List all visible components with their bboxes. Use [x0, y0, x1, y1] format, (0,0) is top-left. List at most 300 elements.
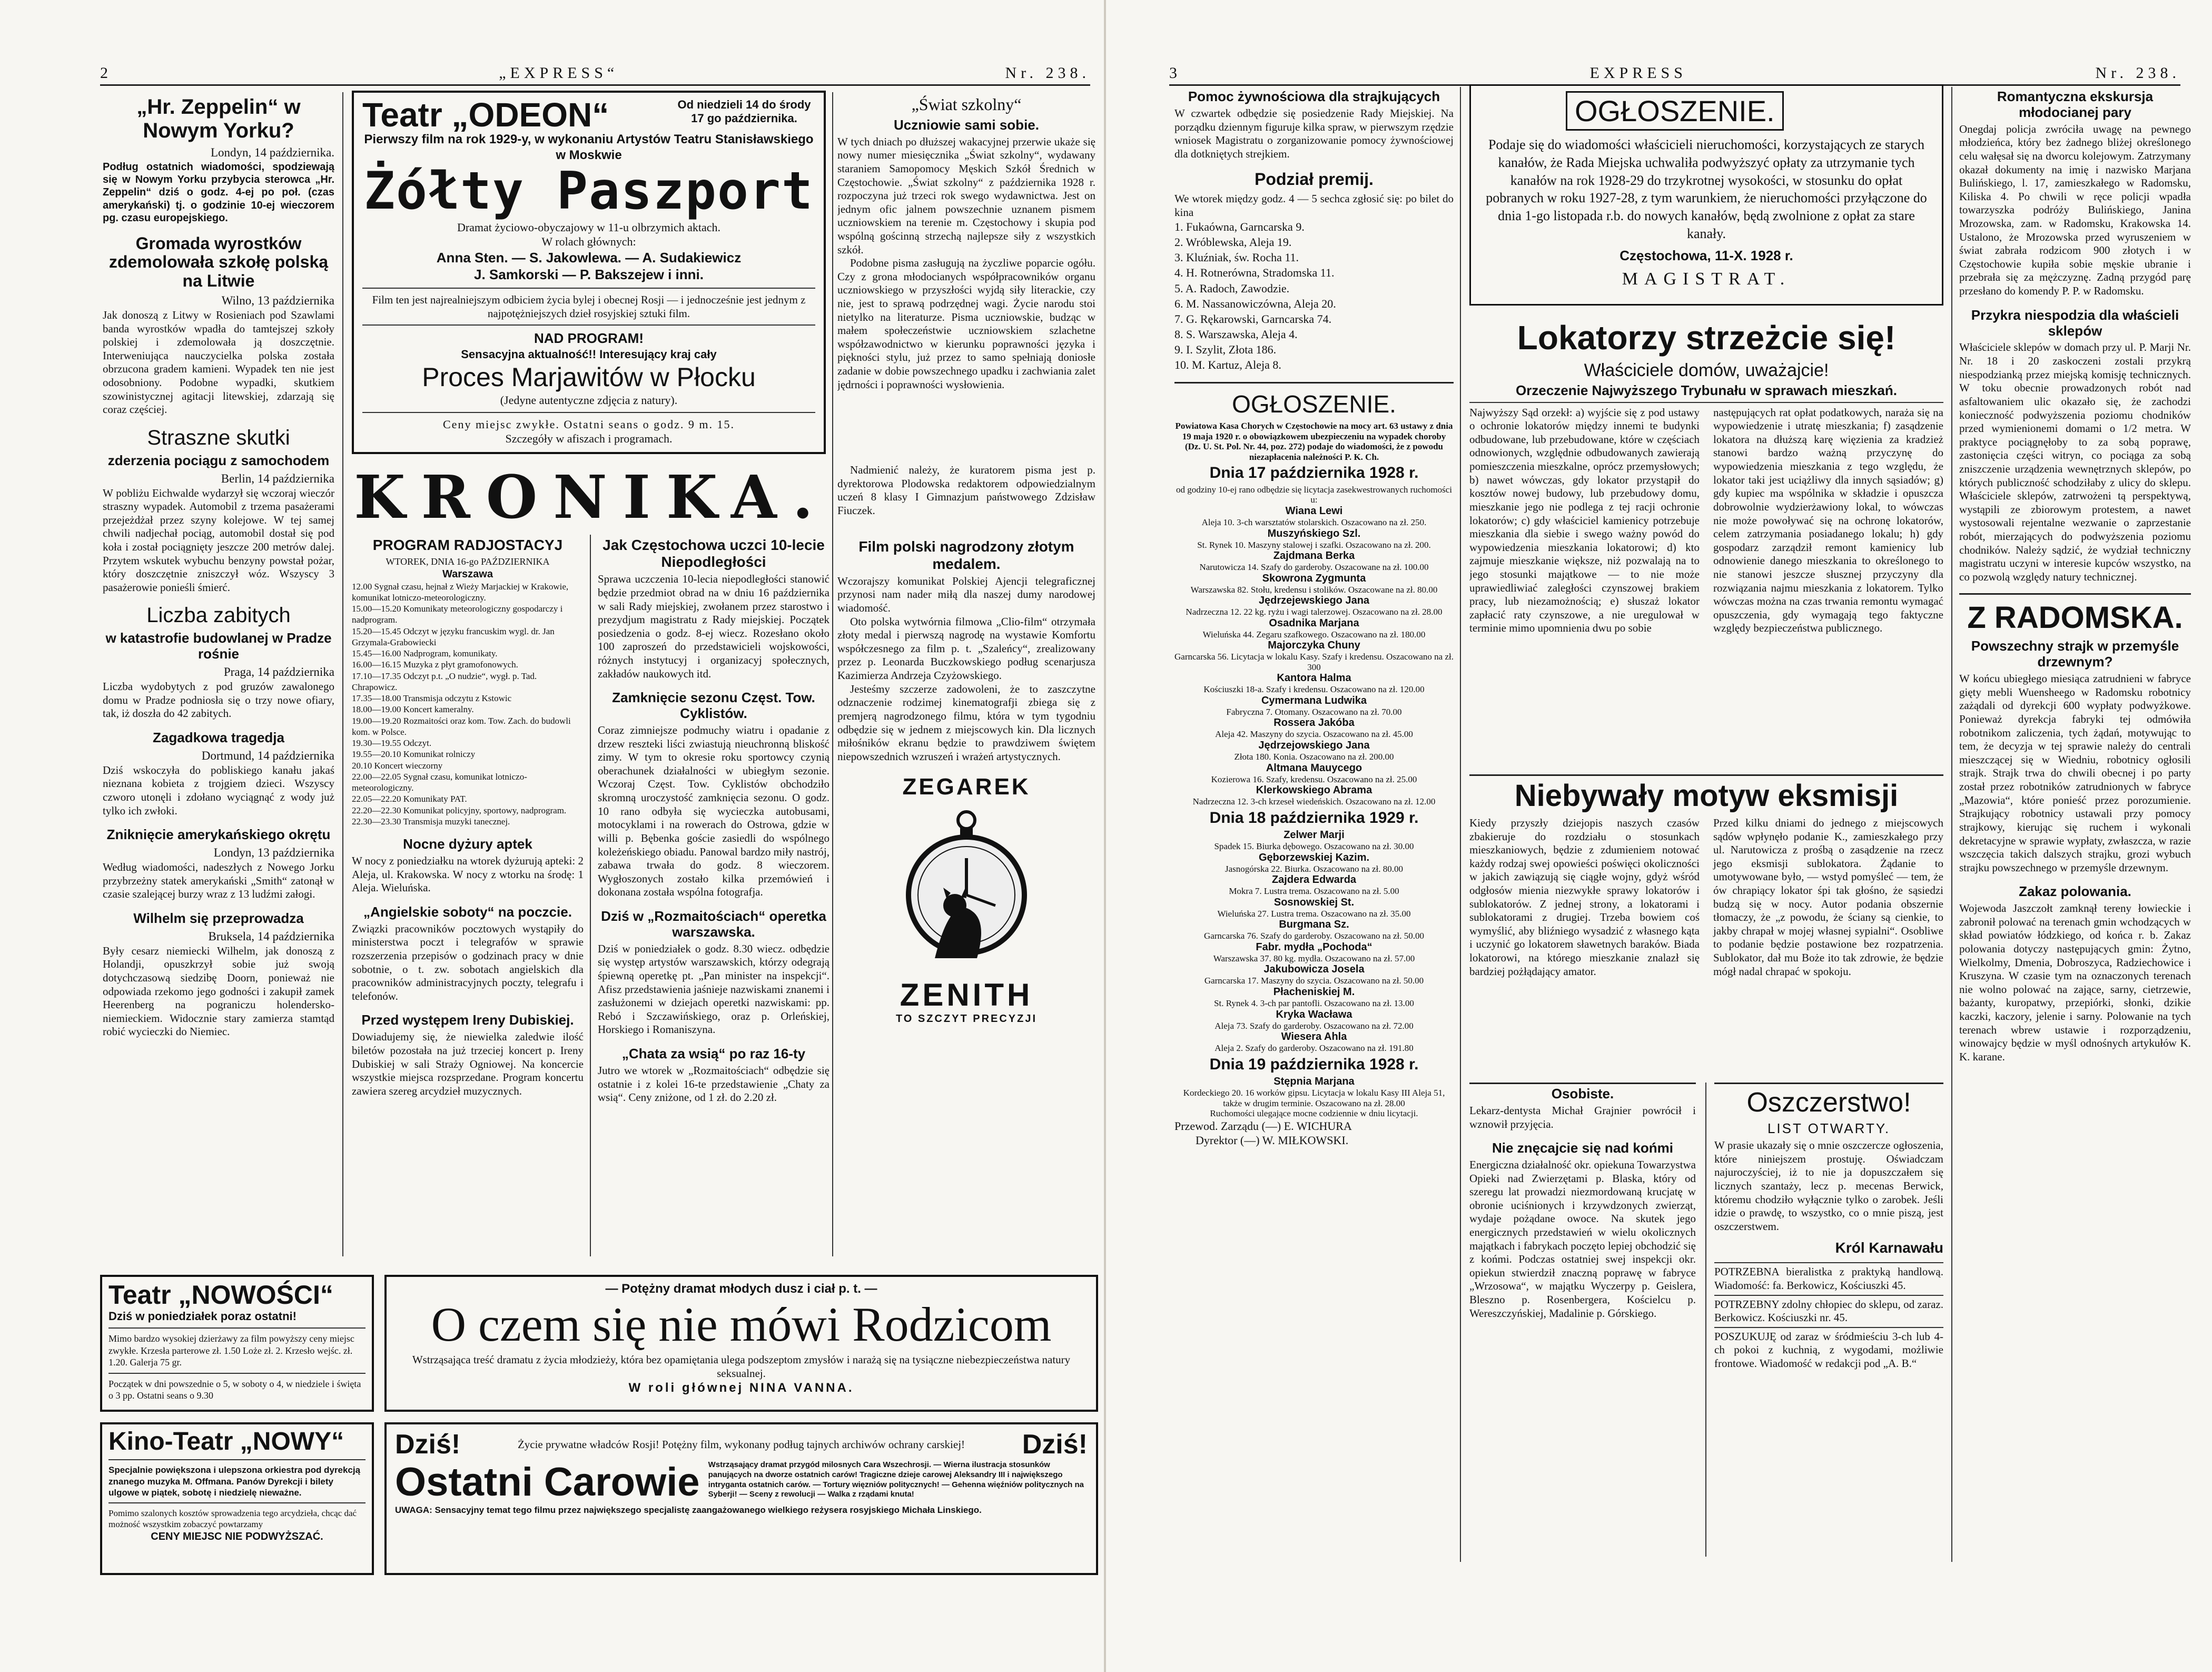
headline: Zagadkowa tragedja — [153, 729, 284, 745]
film-intro: Pierwszy film na rok 1929-y, w wykonaniu Artystów Teatru Stanisławskiego w Moskwie — [364, 132, 814, 162]
lot-entry — [1174, 829, 1454, 841]
lot-entry — [1174, 784, 1454, 796]
article-body: Jesteśmy szczerze zadowoleni, że to zaszczytne odznaczenie rodzimej kinematografji zbiega się z premjerą nagrodzonego filmu, która w tym tygodniu odbędzie się w jednem z miejscowych kin. Dla licznych miłośników ekranu będzie to prawdziwem świętem niepowszednich wzruszeń i wrażeń artystycznych. — [837, 682, 1095, 763]
article-body: Najwyższy Sąd orzekł: a) wyjście się z pod ustawy o ochronie lokatorów między innemi te budynki odbudowane, lub przebudowane, które w częściach odnowionych, względnie odbudowanych zawierają pomieszczenia mieszkalne, oprócz przemysłowych; b) nawet wówczas, gdy lokator przystąpił do kosztów nowej budowy, lub przebudowy domu, mieszkanie jego nie podlega z tej racji ochronie lokatorów; c) gdy właściciel kamienicy potrzebuje mieszkania dla siebie i swego ważny powód do wypowiedzenia mieszkania lokatorowi; d) kto zajmuje mieszkanie większe, niż pozwalają na to jego stosunki majątkowe — to nie może uprawiedliwiać zaległości czynszowej brakiem pracy, lub niezamożnością; e) słuszaż lokator zapłacić raty czynszowe, a nie uregulował w terminie mimo upomnienia dwu po sobie — [1469, 406, 1700, 635]
lot-name: Jakubowicza Josela — [1263, 963, 1365, 976]
article-body: Sprawa uczczenia 10-lecia niepodległości stanowić będzie przedmiot obrad na w dniu 16 października w sali Rady miejskiej, zwołanem przez starostwo i prezydjum magistratu z Rady miejskiej. Początek posiedzenia o godz. 8-ej wiecz. Rozesłano około 100 zaproszeń do przedstawicieli wojskowości, różnych instytucyj i organizacyj społecznych, zakładów naukowych itd. — [598, 573, 829, 680]
ad-note: Pomimo szalonych kosztów sprowadzenia tego arcydzieła, chcąc dać możność wszystkim zobaczyć powtarzamy — [108, 1508, 357, 1530]
notice-body: Podaje się do wiadomości właścicieli nieruchomości, korzystających ze starych kanałów, że Rada Miejska uchwaliła podwyższyć opłaty za utrzymanie tych kanałów na rok 1928-29 do trzykrotnej wysokości, w stosunku do opłat pobranych w roku 1927-28, z tym warunkiem, że nieruchomości przyłączone do dnia 1-go listopada r.b. do nowych kanałów, będą zwolnione z opłat za stare kanały. — [1486, 137, 1927, 241]
headline: Jak Częstochowa uczci 10-lecie Niepodległości — [603, 537, 825, 571]
column-swiat-top — [837, 92, 1095, 461]
carowie-header — [395, 1429, 1088, 1460]
article-okret — [103, 827, 334, 901]
subheadline: Orzeczenie Najwyższego Trybunału w sprawach mieszkań. — [1469, 383, 1943, 403]
nowosci-ad — [100, 1275, 374, 1412]
lot-name: Jędrzejewskiego Jana — [1258, 595, 1370, 607]
lot-entry — [1174, 986, 1454, 998]
article-body: Dziś w poniedziałek o godz. 8.30 wiecz. odbędzie się występ artystów warszawskich, którzy odegrają śpiewną operetkę pt. „Pan minister na inspekcji“. Afisz przedstawienia jaśnieje nazwiskami znanemi i zasłużonemi w dziejach operetki nazwiskami: pp. Rebó i Szczawińskiego, oraz p. Orleńskiej, Horskiego i Romaniszyna. — [598, 942, 829, 1036]
newsreel-title: Proces Marjawitów w Płocku — [422, 362, 756, 392]
prize-winner: 4. H. Rotnerówna, Stradomska 11. — [1174, 266, 1335, 280]
lot-name: Sosnowskiej St. — [1273, 896, 1355, 908]
article-body: Wczorajszy komunikat Polskiej Ajencji telegraficznej przynosi nam nader miłą dla naszej dumy narodowej wiadomość. — [837, 574, 1095, 615]
cast-line: J. Samkorski — P. Bakszejew i inni. — [474, 267, 704, 283]
divider — [108, 1459, 366, 1460]
article-litwa — [103, 234, 334, 417]
page-number: 2 — [100, 64, 112, 82]
headline: Zakaz polowania. — [2019, 883, 2131, 900]
headline: Lokatorzy strzeżcie się! — [1517, 319, 1896, 357]
classified-ad: POTRZEBNY zdolny chłopiec do sklepu, od zaraz. Berkowicz. Kościuszki nr. 45. — [1714, 1295, 1943, 1327]
article-konie — [1469, 1140, 1696, 1320]
column-rule — [590, 535, 591, 1256]
article-body: W pobliżu Eichwalde wydarzył się wczoraj wieczór straszny wypadek. Automobil z trzema pasażerami przejeżdżał przez szyny kolejowe. W tej samej chwili nadjechał pociąg, automobil dostał się pod koła i został pociągnięty jeszcze 200 metrów dalej. Przytem wskutek wybuchu benzyny powstał pożar, który doszczętnie zniszczył wóz. Wszyscy 3 pasażerowie ponieśli śmierć. — [103, 486, 334, 594]
prize-winner: 2. Wróblewska, Aleja 19. — [1174, 235, 1292, 249]
lot-detail: Mokra 7. Lustra trema. Oszacowano na zł. 5.00 — [1229, 886, 1399, 897]
lot-name: Płacheniskiej M. — [1273, 986, 1355, 998]
radio-line: 17.35—18.00 Transmisja odczytu z Kstowic — [352, 693, 512, 704]
nowy-ad — [100, 1422, 374, 1575]
lot-name: Skowrona Zygmunta — [1262, 572, 1366, 584]
article-body: Podług ostatnich wiadomości, spodziewają się w Nowym Yorku przybycia sterowca „Hr. Zeppelin“ dziś o godz. 4-ej po poł. (czas amerykański) tj. o godzinie 10-ej wieczorem pg. czasu europejskiego. — [103, 161, 334, 224]
lot-entry — [1174, 1009, 1454, 1021]
film-description: Film ten jest najrealniejszym odbiciem życia bylej i obecnej Rosji — i jednocześnie jest jednym z najpotężniejszych dzieł rosyjskiej sztuki film. — [372, 293, 806, 320]
price-info: Ceny miejsc zwykłe. Ostatni seans o godz. 9 m. 15. — [443, 417, 735, 431]
divider — [362, 324, 815, 326]
prize-list — [1174, 219, 1454, 372]
lot-name: Rossera Jakóba — [1273, 717, 1355, 729]
lot-entry — [1174, 874, 1454, 886]
subheadline: Powszechny strajk w przemyśle drzewnym? — [1971, 638, 2179, 670]
article-body: Dowiadujemy się, że niewielka zaledwie ilość biletów pozostała na już trzeciej koncert p. Ireny Dubiskiej w sali Straży Ogniowej. Na koncercie wszystkie miejsca rozsprzedane. Program koncertu zawiera szereg arcydzieł muzycznych. — [352, 1030, 584, 1097]
headline: Wilhelm się przeprowadza — [133, 910, 304, 926]
lot-name: Wiesera Ahla — [1281, 1031, 1347, 1043]
radio-line: 22.00—22.05 Sygnał czasu, komunikat lotniczo-meteorologiczny. — [352, 771, 527, 793]
lot-entry — [1174, 740, 1454, 752]
kasa-chorych-notice — [1174, 382, 1454, 1148]
headline: Niebywały motyw eksmisji — [1514, 779, 1899, 813]
article-body: Podobne pisma zasługują na życzliwe poparcie ogółu. Czy z grona młodocianych współpracowników organu uczniowskiego w przyszłości wyjdą siły literackie, czy nie, jest to sprawą podrzędnej wagi. Życie narodu stoi nietylko na literaturze. Pisma uczniowskie, budząc w małem społeczeństwie uczniowskiem szlachetne współzawodnictwo w kierunku poprawności języka i piękności stylu, już przez to samo spełniają doniosłe zadanie w dobie powszechnego upadku i zachwiania zalet jędrności i poprawności wysłowienia. — [837, 257, 1095, 391]
divider — [108, 1502, 366, 1503]
lot-detail: St. Rynek 4. 3-ch par pantofli. Oszacowano na zł. 13.00 — [1214, 998, 1414, 1008]
lot-detail: Spadek 15. Biurka dębowego. Oszacowano na zł. 30.00 — [1214, 841, 1414, 852]
auction-note: od godziny 10-ej rano odbędzie się licytacja zasekwestrowanych ruchomości u: — [1176, 484, 1452, 505]
ad-announcement: Dziś w poniedziałek poraz ostatni! — [108, 1309, 297, 1323]
article-body: Według wiadomości, nadeszłych z Nowego Jorku przybrzeżny statek amerykański „Smith“ zatonął w czasie szalejącej burzy wraz z 13 ludźmi załogi. — [103, 861, 334, 901]
signature-chairman: Przewod. Zarządu (—) E. WICHURA — [1174, 1119, 1352, 1133]
lot-name: Muszyńskiego Szl. — [1267, 527, 1361, 539]
lot-detail: Aleja 73. Szafy do garderoby. Oszacowano na zł. 72.00 — [1214, 1020, 1414, 1031]
classified-ad: POSZUKUJĘ od zaraz w śródmieściu 3-ch lub 4-ch pokoi z kuchnią, z wygodami, możliwie frontowe. Wiadomość w redakcji pod „A. B.“ — [1714, 1327, 1943, 1373]
prize-winner: 5. A. Radoch, Zawodzie. — [1174, 281, 1290, 295]
details-info: Szczegóły w afiszach i programach. — [505, 432, 673, 446]
prize-winner: 9. I. Szylit, Złota 186. — [1174, 342, 1277, 356]
lot-entry — [1174, 505, 1454, 517]
film-genre: Dramat życiowo-obyczajowy w 11-u olbrzymich aktach. — [457, 220, 721, 234]
lot-entry — [1174, 672, 1454, 684]
headline: Zamknięcie sezonu Częst. Tow. Cyklistów. — [612, 690, 815, 722]
article-dyzury — [352, 837, 584, 895]
film-title: O czem się nie mówi Rodzicom — [431, 1297, 1052, 1351]
zenith-ad — [837, 774, 1095, 1025]
subheadline: w katastrofie budowlanej w Pradze rośnie — [105, 630, 332, 662]
dateline: Praga, 14 października — [223, 665, 334, 679]
article-body: Energiczna działalność okr. opiekuna Towarzystwa Opieki nad Zwierzętami p. Blaska, który od szeregu lat prowadzi niezmordowaną krucjatę w obronie uciśnionych i krzywdzonych zwierząt, wydaje pożądane owoce. Na skutek jego energicznych przedstawień w wielu okolicznych majątkach i fabrykach poczęto lepiej obchodzić się z końmi. Podczas ostatniej swej inspekcji okr. opiekun stwierdził znaczną poprawę w fabryce „Wrzosowa“, w majątku Wyczerpy p. Geislera, Bleszno p. Rosenbergera, Kościelcu p. Wereszczyńskiej, Madalinie p. Górskiego. — [1469, 1158, 1696, 1320]
ad-title: ZEGAREK — [902, 774, 1031, 800]
lot-name: Kryka Wacława — [1276, 1008, 1352, 1020]
lot-name: Burgmana Sz. — [1279, 919, 1349, 931]
headline: Podział premij. — [1255, 170, 1374, 189]
column-rule — [832, 92, 833, 1256]
page-header-left — [100, 57, 1090, 86]
notice-date: Częstochowa, 11-X. 1928 r. — [1619, 247, 1793, 263]
article-body: Właściciele sklepów w domach przy ul. P. Marji Nr. Nr. 18 i 20 zaskoczeni zostali przykrą niespodzianką przez miejską komisję technicznych. W toku obecnie prowadzonych robót nad asfaltowaniem ulic okazało się, że zachodzi konieczność podwyższenia poziomu chodników przed wymienionemi domami o 1/2 metra. W praktyce pociągnęłoby to za sobą poprawę, zastonięcia części witryn, co pociąga za sobą zniszczenie urządzenia wewnętrznych sklepów, po których publiczność schodziłaby z ulicy do sklepu. Właściciele sklepów, zatrwożeni tą perspektywą, wystąpili ze zbiorowym protestem, a nawet wystosowali rejentalne wezwanie o zaprzestanie robót, mierzających do podwyższenia poziomu chodników. Należy sądzić, że wydział techniczny magistratu uczyni w interesie kupców wszystko, na co pozwolą względy natury technicznej. — [1959, 341, 2191, 583]
radio-schedule — [352, 581, 584, 828]
headline: Pomoc żywnościowa dla strajkujących — [1188, 88, 1440, 104]
headline: Przed występem Ireny Dubiskiej. — [361, 1012, 574, 1028]
auction-day: Dnia 19 października 1928 r. — [1209, 1055, 1419, 1073]
ad-today-left: Dziś! — [395, 1429, 461, 1460]
radio-city: Warszawa — [442, 568, 493, 580]
pocket-watch-icon — [887, 800, 1045, 974]
article-rozmaitosci — [598, 909, 829, 1037]
lot-detail: Aleja 2. Szafy do garderoby. Oszacowano na zł. 191.80 — [1214, 1043, 1414, 1054]
headline: Osobiste. — [1551, 1086, 1614, 1101]
headline: Romantyczna ekskursja młodocianej pary — [1997, 88, 2154, 120]
headline: „Chata za wsią“ po raz 16-ty — [621, 1046, 806, 1061]
column-3 — [352, 535, 584, 1256]
article-body: Przed kilku dniami do jednego z miejscowych sądów wpłynęło podanie K., zamieszkałego przy ul. Narutowicza z prośbą o zasądzenie na rzecz jego eksmisji sublokatora. Żądanie to umotywowane było, — wstyd pomyśleć — tem, że ów chrapiący lokator śpi tak głośno, że sąsiedzi budzą się w nocy. Autor podania obszernie tłomaczy, że „z powodu, że ściany są cienkie, to jakby chrapał w mojej własnej sypialni“. Osobliwe to podanie będzie postawione bez rozpatrzenia. Sublokator, dał mu Boże ito tak zdrowie, że będzie mógł nadal chrapać w spokoju. — [1713, 816, 1943, 978]
lot-detail: Nadrzeczna 12. 3-ch krzeseł wiedeńskich. Oszacowano na zł. 12.00 — [1192, 796, 1436, 807]
article-body: Były cesarz niemiecki Wilhelm, jak donoszą z Holandji, opuszkrzył sobie już swoją dotychczasową siedzibę Doorn, ponieważ nie odpowiada rzekomo jego godności i zakupił zamek Heerenberg na pograniczu holendersko-niemieckiem. Widocznie stary zamierza stamtąd robić wycieczki do Niemiec. — [103, 944, 334, 1038]
divider — [362, 412, 815, 413]
lot-detail: Nadrzeczna 12. 22 kg. ryżu i wagi talerzowej. Oszacowano na zł. 28.00 — [1186, 607, 1443, 617]
lot-detail: Warszawska 82. Stołu, kredensu i stolików. Oszacowane na zł. 80.00 — [1190, 584, 1438, 595]
magistrat-notice — [1469, 84, 1943, 306]
headline: „Angielskie soboty“ na poczcie. — [363, 903, 572, 920]
radio-line: 19.00—19.20 Rozmaitości oraz kom. Tow. Zach. do budowli kom. w Polsce. — [352, 715, 571, 737]
subheadline: Właściciele domów, uważajcie! — [1584, 360, 1829, 380]
lot-entry — [1174, 528, 1454, 540]
column-c — [1469, 1083, 1696, 1558]
article-dubiska — [352, 1012, 584, 1098]
lot-entry — [1174, 717, 1454, 729]
cast-line: Anna Sten. — S. Jakowlewa. — A. Sudakiewicz — [436, 249, 742, 265]
headline: „Świat szkolny“ — [911, 95, 1022, 114]
lot-name: Cymermana Ludwika — [1261, 694, 1367, 706]
dateline: Londyn, 14 października. — [210, 145, 334, 159]
subheadline: Uczniowie sami sobie. — [894, 116, 1039, 133]
lot-detail: Aleja 42. Maszyny do szycia. Oszacowano na zł. 45.00 — [1215, 729, 1413, 740]
column-e — [1959, 87, 2191, 1562]
prize-winner: 7. G. Rękarowski, Garncarska 74. — [1174, 312, 1332, 326]
radio-line: 19.30—19.55 Odczyt. — [352, 738, 432, 749]
lot-entry — [1174, 617, 1454, 630]
section-title: Z RADOMSKA. — [1967, 601, 2183, 635]
article-body: Liczba wydobytych z pod gruzów zawalonego domu w Pradze podniosła się o trzy nowe ofiary, tak, iż doszła do 42 zabitych. — [103, 680, 334, 720]
extra-program: NAD PROGRAM! — [534, 330, 644, 347]
dateline: Dortmund, 14 października — [201, 749, 334, 762]
article-osobiste — [1469, 1086, 1696, 1131]
article-niebywaly — [1469, 774, 1943, 1071]
article-body: Kiedy przyszły dziejopis naszych czasów zbakieruje do rozdziału o stosunkach mieszkaniowych, będzie z zdumieniem notować każdy rodzaj swej opowieści poświęci okoliczności w jakich zawiązują się ciągłe wojny, gdyż wśród odgłosów mienia niezwykłe sprawy lokatorów i sublokatorów. Z jednej strony, a lokatorami i sublokatorami z drugiej. Trzeba bowiem coś wymyślić, aby bliźniego wysadzić z własnego kąta i uczynić go lokatorem sławetnych baraków. Biada lokatorowi, na którego mieszkanie znalazł się bardziej pożłądający amator. — [1469, 816, 1700, 978]
lot-detail: Kościuszki 18-a. Szafy i kredensu. Oszacowano na zł. 120.00 — [1203, 684, 1425, 695]
article-niepodleglosc — [598, 537, 829, 681]
page-header-right — [1169, 57, 2180, 86]
lot-entry — [1174, 852, 1454, 864]
auction-day: Dnia 17 października 1928 r. — [1209, 464, 1419, 482]
lot-name: Osadnika Marjana — [1269, 617, 1359, 629]
lot-entry — [1174, 573, 1454, 585]
auction-lots — [1174, 505, 1454, 807]
rodzicom-ad — [384, 1275, 1098, 1412]
column-rule — [1460, 87, 1461, 1562]
notice-intro: Powiatowa Kasa Chorych w Częstochowie na mocy art. 63 ustawy z dnia 19 maja 1920 r. o obowiązkowem ubezpieczeniu na wypadek choroby (Dz. U. St. Pol. Nr. 44, poz. 272) podaje do wiadomości, że z powodu niezapłacenia należności P. K. Ch. — [1175, 421, 1453, 462]
article-body: Związki pracowników pocztowych wystąpiły do ministerstwa poczt i telegrafów w sprawie rozszerzenia przepisów o godzinach pracy w dnie sobotnie, o t. zw. sobotach angielskich dla pracowników administracyjnych poczty, telegrafu i telefonów. — [352, 922, 584, 1002]
lot-entry — [1174, 595, 1454, 607]
article-polowania — [1959, 884, 2191, 1064]
film-description: Wstrząsający dramat przygód milosnych Cara Wszechrosji. — Wierna ilustracja stosunków panujących na dworze ostatnich carów! Tragiczne dzieje carowej Aleksandry III i największego intryganta ostatnich carów. — Tortury więzniów politycznych! — Gehenna więźniów politycznych na Syberji! — Sceny z rewolucji — Walka z rządami knuta! — [708, 1460, 1084, 1499]
radio-line: 18.00—19.00 Koncert kameralny. — [352, 704, 474, 715]
headline: PROGRAM RADJOSTACYJ — [372, 537, 563, 553]
headline: Nie znęcajcie się nad końmi — [1492, 1140, 1673, 1156]
lot-name: Zajdmana Berka — [1273, 550, 1355, 562]
radio-line: 19.55—20.10 Komunikat rolniczy — [352, 749, 476, 760]
notice-signature: MAGISTRAT. — [1622, 269, 1791, 289]
article-sklepow — [1959, 308, 2191, 584]
article-tragedja — [103, 730, 334, 818]
film-title: Żółty Paszport — [363, 161, 814, 221]
dateline: Berlin, 14 października — [221, 471, 334, 485]
lot-detail: Wieluńska 44. Zegaru szafkowego. Oszacowano na zł. 180.00 — [1202, 629, 1426, 640]
lot-entry — [1174, 897, 1454, 909]
page-number: 3 — [1169, 64, 1181, 82]
lot-detail: Narutowicza 14. Szafy do garderoby. Oszacowane na zł. 100.00 — [1199, 562, 1429, 573]
article-body: następujących rat opłat podatkowych, naraża się na wypowiedzenie i utratę mieszkania; f) zasądzenie lokatora na dłuższą karę więzienia za kradzież stanowi bardzo ważną przyczynę do wypowiedzenia mieszkania z tego względu, że lokator taki jest uciążliwy dla innych sąsiadów; g) gdy kupiec ma wspólnika w składzie i opuszcza dobrowolnie wydzierżawiony lokal, to wówczas nie może powoływać się na ochronę lokatorów, celem zatrzymania posiadanego lokalu; h) gdy gospodarz zarządził remont kamienicy lub odnowienie danego mieszkania to określonego to nie stanowi jeszcze słusznej przyczyny dla rozwiązania najmu mieszkania z lokatorem. Tylko wówczas można na czas trwania remontu wymagać opuszczenia, gdy wymagają tego faktyczne względy bezpieczeństwa publicznego. — [1713, 406, 1943, 635]
subheadline: zderzenia pociągu z samochodem — [107, 452, 330, 468]
article-body: Nadmienić należy, że kuratorem pisma jest p. dyrektorowa Plodowska redaktorem odpowiedzialnym uczeń 8 klasy I Gimnazjum państwowego Zdzisław Fiuczek. — [837, 464, 1095, 517]
lokatorzy-columns — [1469, 406, 1943, 635]
divider — [362, 288, 815, 289]
ad-tagline: TO SZCZYT PRECYZJI — [895, 1013, 1038, 1025]
subheadline: LIST OTWARTY. — [1767, 1120, 1891, 1137]
article-pomoc — [1174, 89, 1454, 161]
article-intro: We wtorek między godz. 4 — 5 sechca zgłosić się: po bilet do kina — [1174, 192, 1454, 219]
cinema-name: Kino-Teatr „NOWY“ — [108, 1428, 344, 1455]
ad-note: UWAGA: Sensacyjny temat tego filmu przez największego specjalistę zaangażowanego wielkiego reżysera rosyjskiego Michała Linskiego. — [395, 1504, 982, 1515]
article-body: W tych dniach po dłuższej wakacyjnej przerwie ukaże się nowy numer miesięcznika „Świat szkolny“, wydawany staraniem Samopomocy Męskich Szkół Średnich w Częstochowie. „Świat szkolny“ z października 1928 r. rozpoczyna już trzeci rok swego wydawnictwa. Jest on jednym ofic jalnem powszechnie uznanem pismem uczniowskiem na terenie m. Częstochowy i skupia pod wspólną gościnną strzechą najlepsze siły z wszystkich szkół. — [837, 135, 1095, 256]
article-zabitych — [103, 604, 334, 720]
column-rule — [342, 92, 343, 1256]
issue-number: Nr. 238. — [1005, 64, 1090, 82]
ad-body: Specjalnie powiększona i ulepszona orkiestra pod dyrekcją znanego muzyka M. Offmana. Panów Dyrekcji i bilety ulgowe w piątek, sobotę i niedzielę nieważne. — [108, 1465, 361, 1498]
theatre-name: Teatr „NOWOŚCI“ — [108, 1280, 333, 1310]
article-skutki — [103, 426, 334, 595]
column-rule — [1951, 87, 1952, 1562]
price-info: Mimo bardzo wysokiej dzierżawy za film powyższy ceny miejsc zwykłe. Krzesła parterowe zł. 1.50 Loże zł. 2. Krzesło wejśc. zł. 1.20. Galerja 75 gr. — [108, 1333, 354, 1368]
radio-line: 22.05—22.20 Komunikaty PAT. — [352, 794, 467, 804]
divider — [108, 1327, 366, 1329]
lot-name: Klerkowskiego Abrama — [1256, 784, 1372, 796]
section-title-kronika: KRONIKA. — [354, 463, 829, 532]
headline: Straszne skutki — [147, 426, 290, 449]
article-premie — [1174, 170, 1454, 372]
lot-name: Kantora Halma — [1277, 672, 1351, 684]
article-body: Dziś wskoczyła do pobliskiego kanału jakaś nieznana kobieta z trojgiem dzieci. Wszyscy czworo utonęli i zdołano wyciągnąć z wody już tylko ich zwłoki. — [103, 763, 334, 817]
lot-name: Jędrzejowskiego Jana — [1258, 740, 1370, 751]
lot-detail: Kozierowa 16. Szafy, kredensu. Oszacowano na zł. 25.00 — [1211, 774, 1417, 784]
article-body: Lekarz-dentysta Michał Grajnier powrócił i wznowił przyjęcia. — [1469, 1104, 1696, 1130]
film-title: Ostatni Carowie — [395, 1460, 700, 1504]
notice-title: OGŁOSZENIE. — [1566, 91, 1784, 131]
lot-detail: St. Rynek 10. Maszyny stalowej i szafki. Oszacowano na zł. 200. — [1197, 539, 1431, 550]
lot-name: Stępnia Marjana — [1273, 1076, 1355, 1088]
lot-detail: Warszawska 37. 80 kg. mydła. Oszacowano na zł. 57.00 — [1213, 953, 1415, 963]
column-a — [1174, 87, 1454, 1509]
article-body: Jak donoszą z Litwy w Rosieniach pod Szawlami banda wyrostków wpadła do tamtejszej szkoły polskiej i zdemolowała ją doszczętnie. Interweniująca nauczycielka polska została obrzucona gradem kamieni. Wypadek ten nie jest odosobniony. Podobne wypadki, skutkiem szowinistycznej agitacji litewskiej, zdarzają się coraz częściej. — [103, 309, 334, 416]
lot-entry — [1174, 640, 1454, 652]
article-body: Jutro we wtorek w „Rozmaitościach“ odbędzie się ostatnie i z kolei 16-te przedstawienie „Chaty za wsią“. Ceny zniżone, od 1 zł. do 2.20 zł. — [598, 1064, 829, 1104]
ad-brand: ZENITH — [900, 977, 1033, 1013]
right-page — [1106, 0, 2212, 1672]
radio-program — [352, 537, 584, 827]
ad-tagline: Życie prywatne władców Rosji! Potężny film, wykonany podług tajnych archiwów ochrany carskiej! — [517, 1438, 965, 1451]
lot-entry — [1174, 1031, 1454, 1043]
lot-entry — [1174, 941, 1454, 953]
article-body: W nocy z poniedziałku na wtorek dyżurują apteki: 2 Aleja, ul. Krakowska. W nocy z wtorku na środę: 1 Aleja. Wieluńska. — [352, 854, 584, 894]
lot-name: Fabr. mydła „Pochoda“ — [1256, 941, 1372, 953]
prize-winner: 6. M. Nassanowiczówna, Aleja 20. — [1174, 297, 1336, 310]
masthead: EXPRESS — [1589, 64, 1687, 82]
ad-tagline: — Potężny dramat młodych dusz i ciał p. t. — — [605, 1282, 877, 1296]
article-sezon — [598, 690, 829, 899]
lot-detail: Garncarska 76. Szafy do garderoby. Oszacowano na zł. 50.00 — [1203, 931, 1425, 941]
article-soboty — [352, 904, 584, 1004]
article-body: Coraz zimniejsze podmuchy wiatru i opadanie z drzew reszteki liści zwiastują nieuchronną bliskość zimy. W tym to okresie roku sportowcy czynią oberachunek działalności w ubiegłym sezonie. Wczoraj Częst. Tow. Cyklistów obchodziło skromną uroczystość zamknięcia sezonu. O godz. 10 rano odbyła się wycieczka autobusami, motocyklami i na rowerach do Ostrowa, gdzie w willi p. Bębenka goście zasiedli do wspólnego koleżeńskiego obiadu. Panowal bardzo miły nastrój, zabawa trwała do godz. 8 wieczorem. Wygłoszonych zostało kilka przemówień i dokonana została wspólna fotografja. — [598, 724, 829, 899]
signature-director: Dyrektor (—) W. MIŁKOWSKI. — [1196, 1134, 1349, 1147]
article-body: W prasie ukazały się o mnie oszczercze ogłoszenia, które niniejszem prostuję. Oświadczam najuroczyściej, iż to nie ja dopuszczałem się licznych szantaży, lecz p. mecenas Berwick, któremu chodziło wyłącznie tylko o zarobek. Jeśli idzie o prawdę, to wszystko, co o mnie piszą, jest oszczerstwem. — [1714, 1139, 1943, 1233]
headline: Film polski nagrodzony złotym medalem. — [858, 538, 1074, 572]
price-info: CENY MIEJSC NIE PODWYŻSZAĆ. — [151, 1530, 323, 1542]
headline: Dziś w „Rozmaitościach“ operetka warszawska. — [601, 908, 826, 940]
headline: Zniknięcie amerykańskiego okrętu — [106, 827, 331, 843]
radio-line: 22.20—22.30 Komunikat policyjny, sportowy, nadprogram. — [352, 805, 567, 815]
prize-winner: 8. S. Warszawska, Aleja 4. — [1174, 327, 1298, 341]
radio-line: 15.45—16.00 Nadprogram, komunikaty. — [352, 648, 498, 659]
film-description: Wstrząsająca treść dramatu z życia młodzieży, która bez opamiętania ulega podszeptom zmysłów i narażą się na tysiączne niebezpieczeństwa natury seksualnej. — [412, 1353, 1071, 1380]
classified-ads — [1714, 1262, 1943, 1372]
lot-detail: Jasnogórska 22. Biurka. Oszacowano na zł. 80.00 — [1224, 863, 1404, 874]
column-rule — [1705, 1083, 1706, 1557]
dateline: Londyn, 13 października — [213, 846, 334, 860]
odeon-header — [362, 98, 815, 132]
dateline: Bruksela, 14 października — [208, 929, 334, 943]
notice-note: Ruchomości ulegające mocne codziennie w dniu licytacji. — [1210, 1108, 1418, 1119]
lot-detail: Aleja 10. 3-ch warsztatów stolarskich. Oszacowano na zł. 250. — [1201, 517, 1427, 527]
screening-dates: Od niedzieli 14 do środy 17 go października. — [677, 98, 811, 125]
article-film-polski — [837, 538, 1095, 763]
lot-entry — [1174, 919, 1454, 931]
lot-name: Zajdera Edwarda — [1271, 874, 1357, 886]
prize-winner: 1. Fukaówna, Garncarska 9. — [1174, 220, 1305, 234]
article-chata — [598, 1046, 829, 1105]
column-1 — [103, 92, 334, 1256]
headline: Liczba zabitych — [146, 604, 291, 627]
radio-line: 22.30—23.30 Transmisja muzyki tanecznej. — [352, 816, 510, 827]
column-d — [1714, 1083, 1943, 1558]
article-body: W czwartek odbędzie się posiedzenie Rady Miejskiej. Na porządku dziennym figuruje kilka spraw, w pierwszym rzędzie wniosek Magistratu o zorganizowanie pomocy żywnościowej dla dotkniętych strejkiem. — [1174, 106, 1454, 160]
prize-winner: 3. Kluźniak, św. Rocha 11. — [1174, 251, 1299, 264]
radio-line: 17.10—17.35 Odczyt p.t. „O nudzie“, wygł. p. Tad. Chrapowicz. — [352, 671, 537, 692]
radio-line: 15.00—15.20 Komunikaty meteorologiczny gospodarczy i nadprogram. — [352, 604, 563, 625]
radio-day: WTOREK, DNIA 16-go PAŹDZIERNIKA — [386, 556, 550, 567]
lot-name: Wiana Lewi — [1285, 505, 1343, 517]
headline: Przykra niespodzia dla właścieli sklepów — [1971, 307, 2179, 339]
lot-detail: Fabryczna 7. Otomany. Oszacowano na zł. 70.00 — [1226, 706, 1402, 717]
article-body: Wojewoda Jaszczołt zamknął tereny łowieckie i zabronił polować na terenach gmin wchodzących w skład powiatów łódzkiego, od końca r. b. Zakaz polowania dotyczy następujących gmin: Żytno, Wielkolmy, Dmenia, Dobroszyca, Radziechowice i Kruszyna. W czasie tym na oznaczonych terenach nie wolno polować na zające, sarny, cietrzewie, bażanty, kuropatwy, przepiórki, słonki, dzikie kaczki, kaczory, jelenie i sarny. Polowanie na tych terenach wbrew ustawie i rozporządzeniu, winowajcy będzie w myśl odnośnych artykułów K. K. karane. — [1959, 902, 2191, 1063]
theatre-name: Teatr „ODEON“ — [362, 96, 609, 134]
hours-info: Początek w dni powszednie o 5, w soboty o 4, w niedziele i święta o 3 pp. Ostatni seans o 9.30 — [108, 1378, 361, 1401]
column-4 — [598, 535, 829, 1256]
article-body: Onegdaj policja zwróciła uwagę na pewnego młodzieńca, który bez żadnego bliżej określonego celu wałęsał się na dworcu kolejowym. Zatrzymany okazał dokumenty na imię i nazwisko Marjana Bulińskiego, l. 17, zamieszkałego w Radomsku, Kiliska 4. Po chwili w ręce policji wpadła towarzyszka podróży Bulińskiego, Janina Mrozowska, zam. w Radomsku, Krakowska 14. Ustalono, że Mrozowska przed wyruszeniem w świat zabrała rodzicom 900 złotych i w Częstochowie kupiła sobie męskie ubranie i przebrała się za mężczyznę. Zadną przygód parę przesłano do komendy P. P. w Radomsku. — [1959, 122, 2191, 298]
signature: Król Karnawału — [1835, 1240, 1943, 1256]
lot-detail: Wieluńska 27. Lustra trema. Oszacowano na zł. 35.00 — [1217, 908, 1411, 919]
lot-detail: Kordeckiego 20. 16 worków gipsu. Licytacja w lokalu Kasy III Aleja 51, także w drugim terminie. Oszacowano na zł. 28.00 — [1183, 1088, 1445, 1108]
article-radomska — [1959, 593, 2191, 874]
ad-today-right: Dziś! — [1022, 1429, 1088, 1460]
prize-winner: 10. M. Kartuz, Aleja 8. — [1174, 358, 1281, 371]
classified-ad: POTRZEBNA bieralistka z praktyką handlową. Wiadomość: fa. Berkowicz, Kościuszki 45. — [1714, 1262, 1943, 1294]
radio-line: 12.00 Sygnał czasu, hejnał z Wieży Marjackiej w Krakowie, komunikat lotniczo-meteorologiczny. — [352, 581, 569, 603]
lot-name: Altmana Mauycego — [1266, 762, 1362, 774]
article-zeppelin — [103, 95, 334, 225]
masthead: „EXPRESS“ — [499, 64, 619, 82]
article-body: W końcu ubiegłego miesiąca zatrudnieni w fabryce gięty mebli Wuensheego w Radomsku robotnicy zażądali od dyrekcji 600 wypłaty podwyżkowe. Ponieważ dyrekcja fabryki tej odmówiła robotnikom zaliczenia, tych żądań, motywując to tem, że decyzja w tej sprawie należy do centrali mieszczącej się w Wiedniu, robotnicy ogłosili strajk. Strajk trwa do chwili obecnej i po party został przez robotników zatrudnionych w fabryce „Mazowia“, które ponieść przez porozumienie. Strajkujący robotnicy ustawali przy pomocy strajkowy, kierując się ruchem i wykonali dekretacyjne w sprawie wypłaty, zwłaszcza, w razie wszczęcia takich dalszych strajku, grozi wybuch strajku powszechnego w przemyśle drzewnym. — [1959, 672, 2191, 874]
article-body: Oto polska wytwórnia filmowa „Clio-film“ otrzymała złoty medal i pierwszą nagrodę na wystawie Komfortu współczesnego za film p. t. „Szaleńcy“, zrealizowany przez p. Leonarda Buczkowskiego podług scenarjusza Kazimierza Andrzeja Czyżowskiego. — [837, 615, 1095, 682]
lot-detail: Złota 180. Konia. Oszacowano na zł. 200.00 — [1234, 752, 1394, 762]
auction-day: Dnia 18 października 1929 r. — [1209, 809, 1419, 827]
lot-entry — [1174, 963, 1454, 976]
headline: Nocne dyżury aptek — [403, 836, 532, 852]
lot-entry — [1174, 695, 1454, 707]
radio-line: 20.10 Koncert wieczorny — [352, 760, 443, 771]
cast-line: W roli głównej NINA VANNA. — [628, 1381, 854, 1395]
column-5 — [837, 464, 1095, 1254]
roles-label: W rolach głównych: — [541, 235, 636, 249]
radio-line: 16.00—16.15 Muzyka z płyt gramofonowych. — [352, 660, 518, 670]
article-wilhelm — [103, 911, 334, 1039]
dateline: Wilno, 13 października — [221, 294, 334, 308]
newsreel-label: Sensacyjna aktualność!! Interesujący kraj cały — [461, 347, 717, 361]
carowie-ad — [384, 1422, 1098, 1575]
headline: Oszczerstwo! — [1746, 1087, 1911, 1118]
headline: Gromada wyrostków zdemolowała szkołę polską na Litwie — [108, 233, 329, 291]
divider — [108, 1373, 366, 1374]
lot-entry — [1174, 550, 1454, 562]
article-ekskursja — [1959, 89, 2191, 298]
odeon-ad — [352, 91, 826, 454]
carowie-body — [395, 1460, 1088, 1504]
newsreel-subtitle: (Jedyne autentyczne zdjęcia z natury). — [500, 394, 678, 407]
niebywaly-columns — [1469, 817, 1943, 978]
issue-number: Nr. 238. — [2095, 64, 2180, 82]
lot-entry — [1174, 762, 1454, 774]
headline: OGŁOSZENIE. — [1232, 390, 1396, 418]
headline: „Hr. Zeppelin“ w Nowym Yorku? — [136, 95, 301, 142]
article-lokatorzy — [1469, 316, 1943, 769]
lot-name: Zelwer Marji — [1283, 829, 1345, 841]
auction-lots — [1174, 829, 1454, 1053]
lot-name: Majorczyka Chuny — [1268, 640, 1360, 652]
